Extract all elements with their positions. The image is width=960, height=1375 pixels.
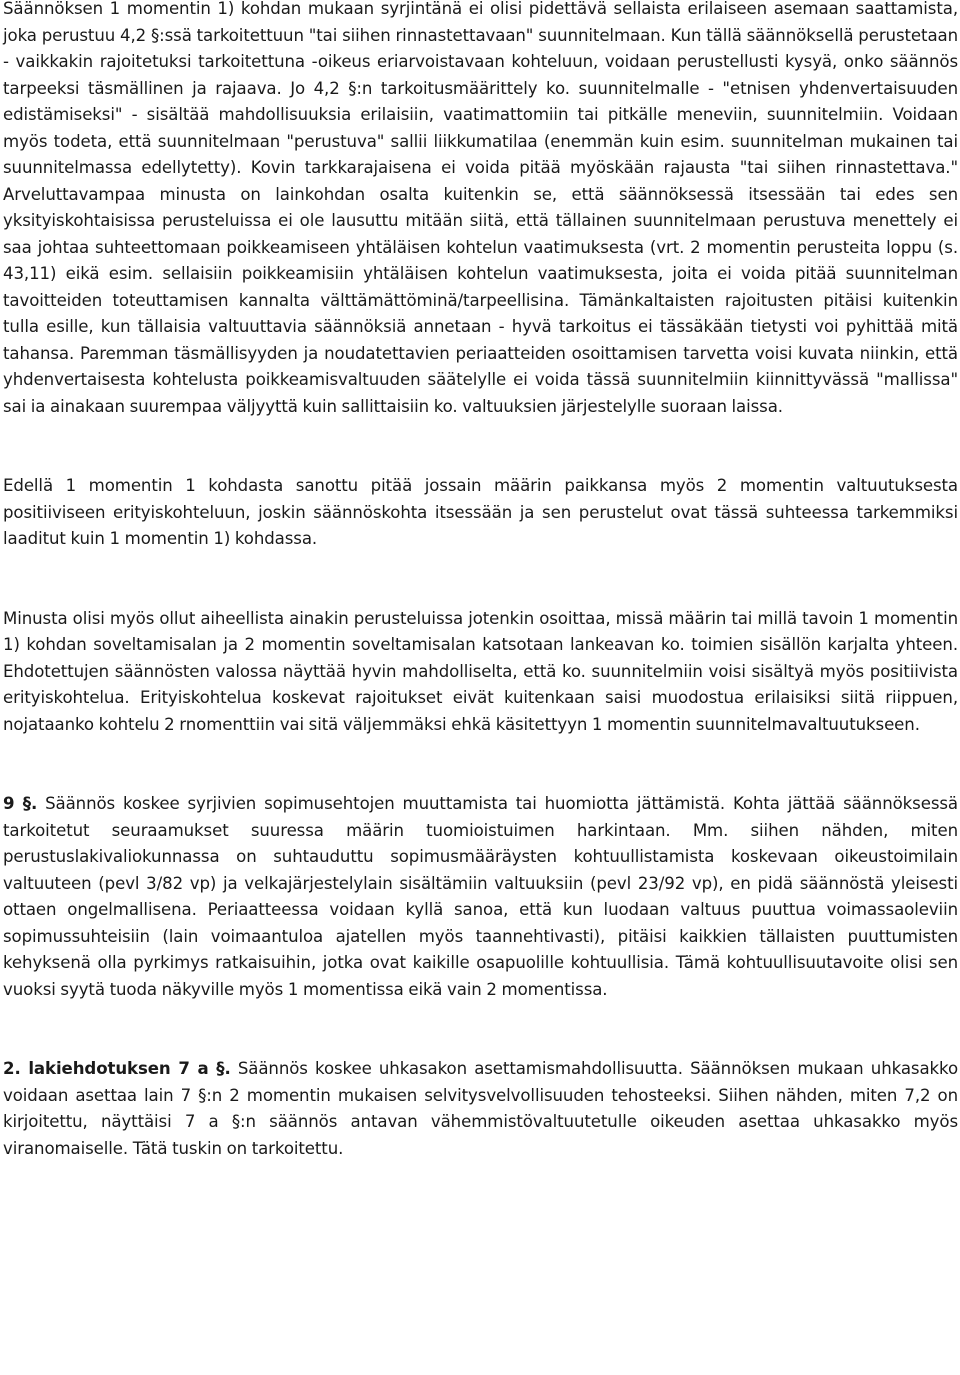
paragraph-text: Säännöksen 1 momentin 1) kohdan mukaan syrjintänä ei olisi pidettävä sellaista erilaiseen asemaan saattamista, joka perustuu 4,2 §:ssä tarkoitettuun "tai siihen rinnastettavaan" suunnitelmaan. Kun tällä säännöksellä perustetaan - vaikkakin rajoitetuksi tarkoitettuna -oikeus eriarvoistavaan kohteluun, voidaan perustellusti kysyä, onko säännös tarpeeksi täsmällinen ja rajaava. Jo 4,2 §:n tarkoitusmäärittely ko. suunnitelmalle - "etnisen yhdenvertaisuuden edistämiseksi" - sisältää mahdollisuuksia erilaisiin, vaatimattomiin tai pitkälle meneviin, suunnitelmiin. Voidaan myös todeta, että suunnitelmaan "perustuva" sallii liikkumatilaa (enemmän kuin esim. suunnitelman mukainen tai suunnitelmassa edellytetty). Kovin tarkkarajaisena ei voida pitää myöskään rajausta "tai siihen rinnastettava." Arveluttavampaa minusta on lainkohdan osalta kuitenkin se, että säännöksessä itsessään tai edes sen yksityiskohtaisissa perusteluissa ei ole lausuttu mitään siitä, että tällainen suunnitelmaan perustuva menettely ei saa johtaa suhteettomaan poikkeamiseen yhtäläisen kohtelun vaatimuksesta (vrt. 2 momentin perusteita loppu (s. 43,11) eikä esim. sellaisiin poikkeamisiin yhtäläisen kohtelun vaatimuksesta, joita ei voida pitää suunnitelman tavoitteiden toteuttamisen kannalta välttämättöminä/tarpeellisina. Tämänkaltaisten rajoitusten pitäisi kuitenkin tulla esille, kun tällaisia valtuuttavia säännöksiä annetaan - hyvä tarkoitus ei tässäkään tietysti voi pyhittää mitä tahansa. Paremman täsmällisyyden ja noudatettavien periaatteiden osoittamisen tarvetta voisi kuvata niinkin, että yhdenvertaisesta kohtelusta poikkeamisvaltuuden säätelylle ei voida tässä suunnitelmiin kiinnittyvässä "mallissa" sai ia ainakaan suurempaa väljyyttä kuin sallittaisiin ko. valtuuksien järjestelylle suoraan laissa. — [3, 0, 958, 416]
document-page — [3, 0, 958, 1162]
paragraph-section-9 — [3, 791, 958, 1003]
paragraph-text: Säännös koskee syrjivien sopimusehtojen muuttamista tai huomiotta jättämistä. Kohta jättää säännöksessä tarkoitetut seuraamukset suuressa määrin tuomioistuimen harkintaan. Mm. siihen nähden, miten perustuslakivaliokunnassa on suhtauduttu sopimusmääräysten kohtuullistamista koskevaan oikeustoimilain valtuuteen (pevl 3/82 vp) ja velkajärjestelylain sisältämiin valtuuksiin (pevl 23/92 vp), en pidä säännöstä yleisesti ottaen ongelmallisena. Periaatteessa voidaan kyllä sanoa, että kun luodaan valtuus puuttua voimassaoleviin sopimussuhteisiin (lain voimaantuloa ajatellen myös taannehtivasti), pitäisi kaikkien tällaisten puuttumisten kehyksenä olla pyrkimys ratkaisuihin, jotka ovat kaikille osapuolille kohtuullisia. Tämä kohtuullisuutavoite olisi sen vuoksi syytä tuoda näkyville myös 1 momentissa eikä vain 2 momentissa. — [3, 794, 958, 999]
section-heading: 2. lakiehdotuksen 7 a §. — [3, 1059, 231, 1078]
paragraph-section-2-authorization — [3, 473, 958, 553]
paragraph-scope-comment — [3, 606, 958, 739]
paragraph-section-1-subsection-1 — [3, 0, 958, 420]
paragraph-text: Säännös koskee uhkasakon asettamismahdollisuutta. Säännöksen mukaan uhkasakko voidaan asettaa lain 7 §:n 2 momentin mukaisen selvitysvelvollisuuden tehosteeksi. Siihen nähden, miten 7,2 on kirjoitettu, näyttäisi 7 a §:n säännös antavan vähemmistövaltuutetulle oikeuden asettaa uhkasakko myös viranomaiselle. Tätä tuskin on tarkoitettu. — [3, 1059, 958, 1158]
section-heading: 9 §. — [3, 794, 38, 813]
paragraph-section-7a — [3, 1056, 958, 1162]
paragraph-text: Edellä 1 momentin 1 kohdasta sanottu pitää jossain määrin paikkansa myös 2 momentin valtuutuksesta positiiviseen erityiskohteluun, joskin säännöskohta itsessään ja sen perustelut ovat tässä suhteessa tarkemmiksi laaditut kuin 1 momentin 1) kohdassa. — [3, 476, 958, 548]
paragraph-text: Minusta olisi myös ollut aiheellista ainakin perusteluissa jotenkin osoittaa, missä määrin tai millä tavoin 1 momentin 1) kohdan soveltamisalan ja 2 momentin soveltamisalan katsotaan lankeavan ko. toimien sisällön karjalta yhteen. Ehdotettujen säännösten valossa näyttää hyvin mahdolliselta, että ko. suunnitelmiin voisi sisältyä myös positiivista erityiskohtelua. Erityiskohtelua koskevat rajoitukset eivät kuitenkaan saisi muodostua erilaisiksi siitä riippuen, nojataanko kohtelu 2 rnomenttiin vai sitä väljemmäksi ehkä käsitettyyn 1 momentin suunnitelmavaltuutukseen. — [3, 608, 958, 734]
